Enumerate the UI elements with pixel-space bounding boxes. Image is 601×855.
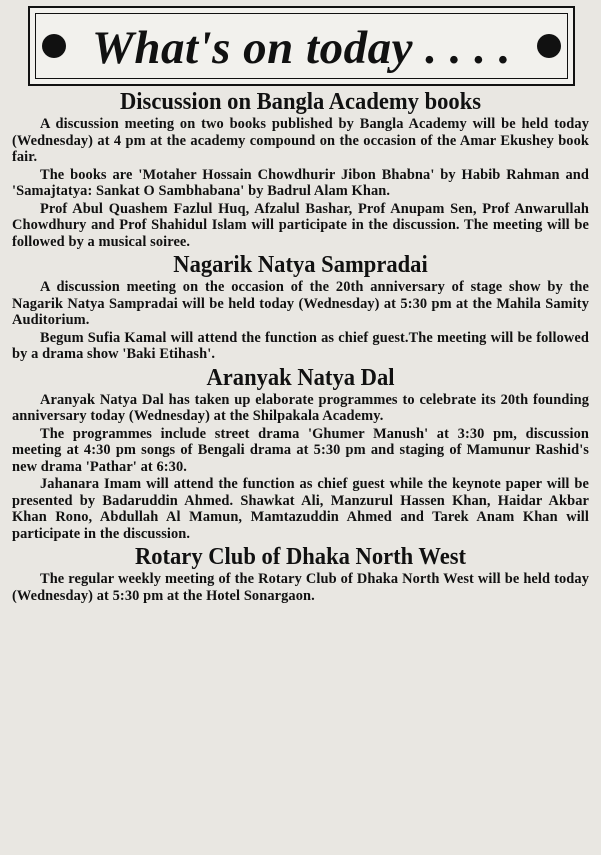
article-headline: Discussion on Bangla Academy books <box>119 89 482 115</box>
masthead-title: What's on today . . . . <box>92 22 511 74</box>
article-bangla-academy <box>12 89 589 250</box>
article-rotary-club <box>12 544 589 604</box>
article-paragraph: The regular weekly meeting of the Rotary Club of Dhaka North West will be held today (Wednesday) at 5:30 pm at the Hotel Sonargaon. <box>12 571 589 604</box>
article-paragraph: Begum Sufia Kamal will attend the function as chief guest.The meeting will be followed by a drama show 'Baki Etihash'. <box>12 329 589 362</box>
masthead-box <box>28 6 575 86</box>
article-nagarik-natya <box>12 252 589 363</box>
masthead-inner-frame <box>35 13 568 79</box>
article-paragraph: Aranyak Natya Dal has taken up elaborate programmes to celebrate its 20th founding anniversary today (Wednesday) at the Shilpakala Academy. <box>12 391 589 424</box>
article-paragraph: Prof Abul Quashem Fazlul Huq, Afzalul Bashar, Prof Anupam Sen, Prof Anwarullah Chowdhury and Prof Shahidul Islam will participate in the discussion. The meeting will be followed by a musical soiree. <box>12 200 589 250</box>
article-paragraph: A discussion meeting on the occasion of the 20th anniversary of stage show by the Nagarik Natya Sampradai will be held today (Wednesday) at 5:30 pm at the Mahila Samity Auditorium. <box>12 279 589 328</box>
article-paragraph: The books are 'Motaher Hossain Chowdhurir Jibon Bhabna' by Habib Rahman and 'Samajtatya: Sankat O Sambhabana' by Badrul Alam Khan. <box>12 166 589 199</box>
article-headline: Nagarik Natya Sampradai <box>173 252 428 278</box>
article-paragraph: The programmes include street drama 'Ghumer Manush' at 3:30 pm, discussion meeting at 4:30 pm songs of Bengali drama at 5:30 pm and staging of Mamunur Rashid's new drama 'Pathar' at 6:30. <box>12 425 589 475</box>
article-headline: Rotary Club of Dhaka North West <box>134 544 467 570</box>
bullet-dot-right <box>537 34 561 58</box>
article-paragraph: Jahanara Imam will attend the function as chief guest while the keynote paper will be presented by Badaruddin Ahmed. Shawkat Ali, Manzurul Hassen Khan, Haidar Akbar Khan Rono, Abdullah Al Mamun, Mamtazuddin Ahmed and Tarek Anam Khan will participate in the discussion. <box>12 476 589 542</box>
article-headline: Aranyak Natya Dal <box>206 364 395 391</box>
article-aranyak-natya <box>12 365 589 543</box>
article-paragraph: A discussion meeting on two books published by Bangla Academy will be held today (Wednesday) at 4 pm at the academy compound on the occasion of the Amar Ekushey book fair. <box>12 116 589 165</box>
